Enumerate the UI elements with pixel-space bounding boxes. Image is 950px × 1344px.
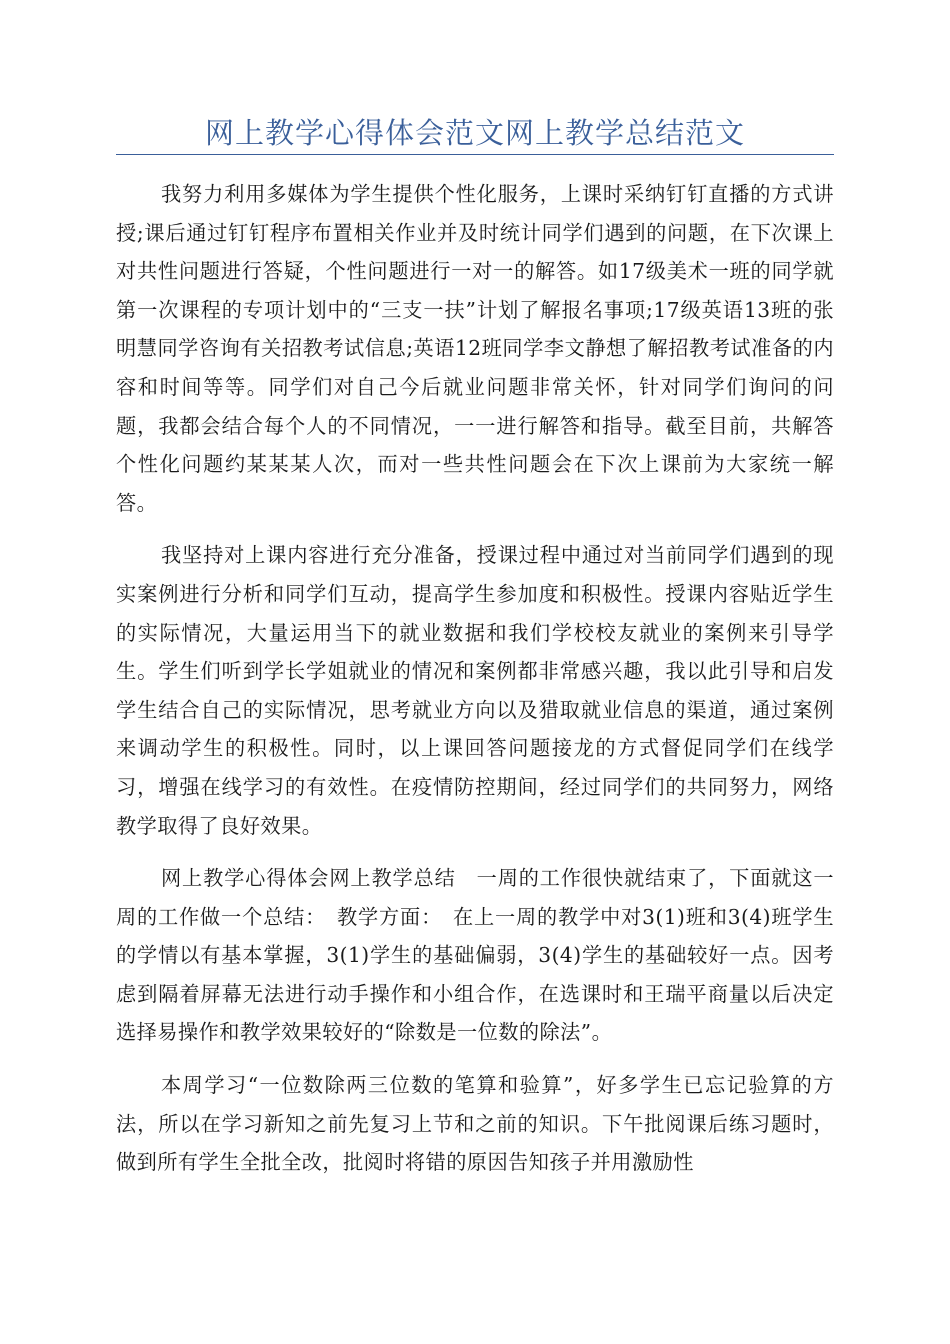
document-title: 网上教学心得体会范文网上教学总结范文 xyxy=(204,116,745,150)
paragraph-3: 网上教学心得体会网上教学总结 一周的工作很快就结束了，下面就这一周的工作做一个总结： 教学方面： 在上一周的教学中对3(1)班和3(4)班学生的学情以有基本掌握，3(1)学生的基础偏弱，3(4)学生的基础较好一点。因考虑到隔着屏幕无法进行动手操作和小组合作，在选课时和王瑞平商量以后决定选择易操作和教学效果较好的“除数是一位数的除法”。 xyxy=(116,866,834,1045)
paragraph-4: 本周学习“一位数除两三位数的笔算和验算”，好多学生已忘记验算的方法，所以在学习新知之前先复习上节和之前的知识。下午批阅课后练习题时，做到所有学生全批全改，批阅时将错的原因告知孩子并用激励性 xyxy=(116,1073,834,1175)
document-body xyxy=(116,175,834,1196)
paragraph-1: 我努力利用多媒体为学生提供个性化服务，上课时采纳钉钉直播的方式讲授;课后通过钉钉程序布置相关作业并及时统计同学们遇到的问题，在下次课上对共性问题进行答疑，个性问题进行一对一的解答。如17级美术一班的同学就第一次课程的专项计划中的“三支一扶”计划了解报名事项;17级英语13班的张明慧同学咨询有关招教考试信息;英语12班同学李文静想了解招教考试准备的内容和时间等等。同学们对自己今后就业问题非常关怀，针对同学们询问的问题，我都会结合每个人的不同情况，一一进行解答和指导。截至目前，共解答个性化问题约某某某人次，而对一些共性问题会在下次上课前为大家统一解答。 xyxy=(116,182,834,515)
title-underline xyxy=(116,154,834,155)
paragraph-2: 我坚持对上课内容进行充分准备，授课过程中通过对当前同学们遇到的现实案例进行分析和同学们互动，提高学生参加度和积极性。授课内容贴近学生的实际情况，大量运用当下的就业数据和我们学校校友就业的案例来引导学生。学生们听到学长学姐就业的情况和案例都非常感兴趣，我以此引导和启发学生结合自己的实际情况，思考就业方向以及猎取就业信息的渠道，通过案例来调动学生的积极性。同时，以上课回答问题接龙的方式督促同学们在线学习，增强在线学习的有效性。在疫情防控期间，经过同学们的共同努力，网络教学取得了良好效果。 xyxy=(116,543,834,838)
